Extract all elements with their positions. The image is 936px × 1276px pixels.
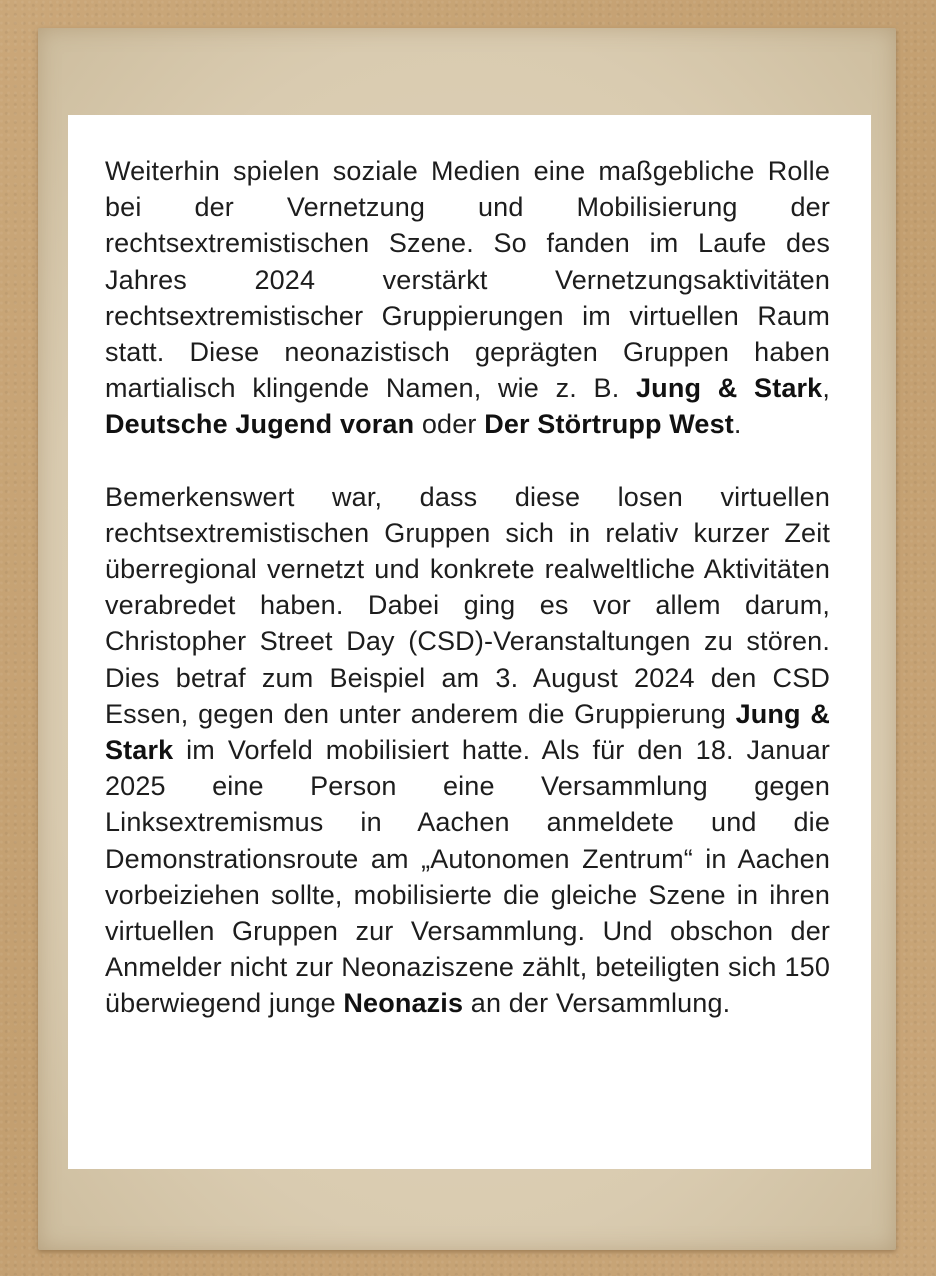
paragraph-social-media: [105, 153, 830, 443]
group-name-jung-stark-2: Jung & Stark: [105, 698, 830, 766]
text-card: [68, 115, 871, 1169]
p2-text-3: an der Versammlung.: [463, 988, 731, 1019]
p2-text-2: im Vorfeld mobilisiert hatte. Als für den 18. Januar 2025 eine Person eine Versammlung gegen Linksextremismus in Aachen anmeldete und die Demonstrationsroute am „Autonomen Zentrum“ in Aachen vorbeiziehen sollte, mobilisierte die gleiche Szene in ihren virtuellen Gruppen zur Versammlung. Und obschon der Anmelder nicht zur Neonaziszene zählt, beteiligten sich 150 überwiegend junge: [105, 735, 830, 1019]
group-name-deutsche-jugend-voran: Deutsche Jugend voran: [105, 409, 415, 440]
group-name-der-stoertrupp-west: Der Störtrupp West: [484, 409, 734, 440]
p1-text-1: Weiterhin spielen soziale Medien eine maßgebliche Rolle bei der Vernetzung und Mobilisierung der rechtsextremistischen Szene. So fanden im Laufe des Jahres 2024 verstärkt Vernetzungsaktivitäten rechtsextremistischer Gruppierungen im virtuellen Raum statt. Diese neonazistisch geprägten Gruppen haben martialisch klingende Namen, wie z. B.: [105, 156, 830, 404]
p2-text-1: Bemerkenswert war, dass diese losen virtuellen rechtsextremistischen Gruppen sich in relativ kurzer Zeit überregional vernetzt und konkrete realweltliche Aktivitäten verabredet haben. Dabei ging es vor allem darum, Christopher Street Day (CSD)-Veranstaltungen zu stören. Dies betraf zum Beispiel am 3. August 2024 den CSD Essen, gegen den unter anderem die Gruppierung: [105, 481, 830, 729]
group-name-jung-stark: Jung & Stark: [636, 373, 823, 404]
paragraph-csd-mobilization: [105, 479, 830, 1022]
term-neonazis: Neonazis: [343, 988, 464, 1019]
p1-text-4: .: [733, 409, 742, 440]
p1-text-3: oder: [414, 409, 485, 440]
p1-text-2: ,: [822, 373, 830, 404]
